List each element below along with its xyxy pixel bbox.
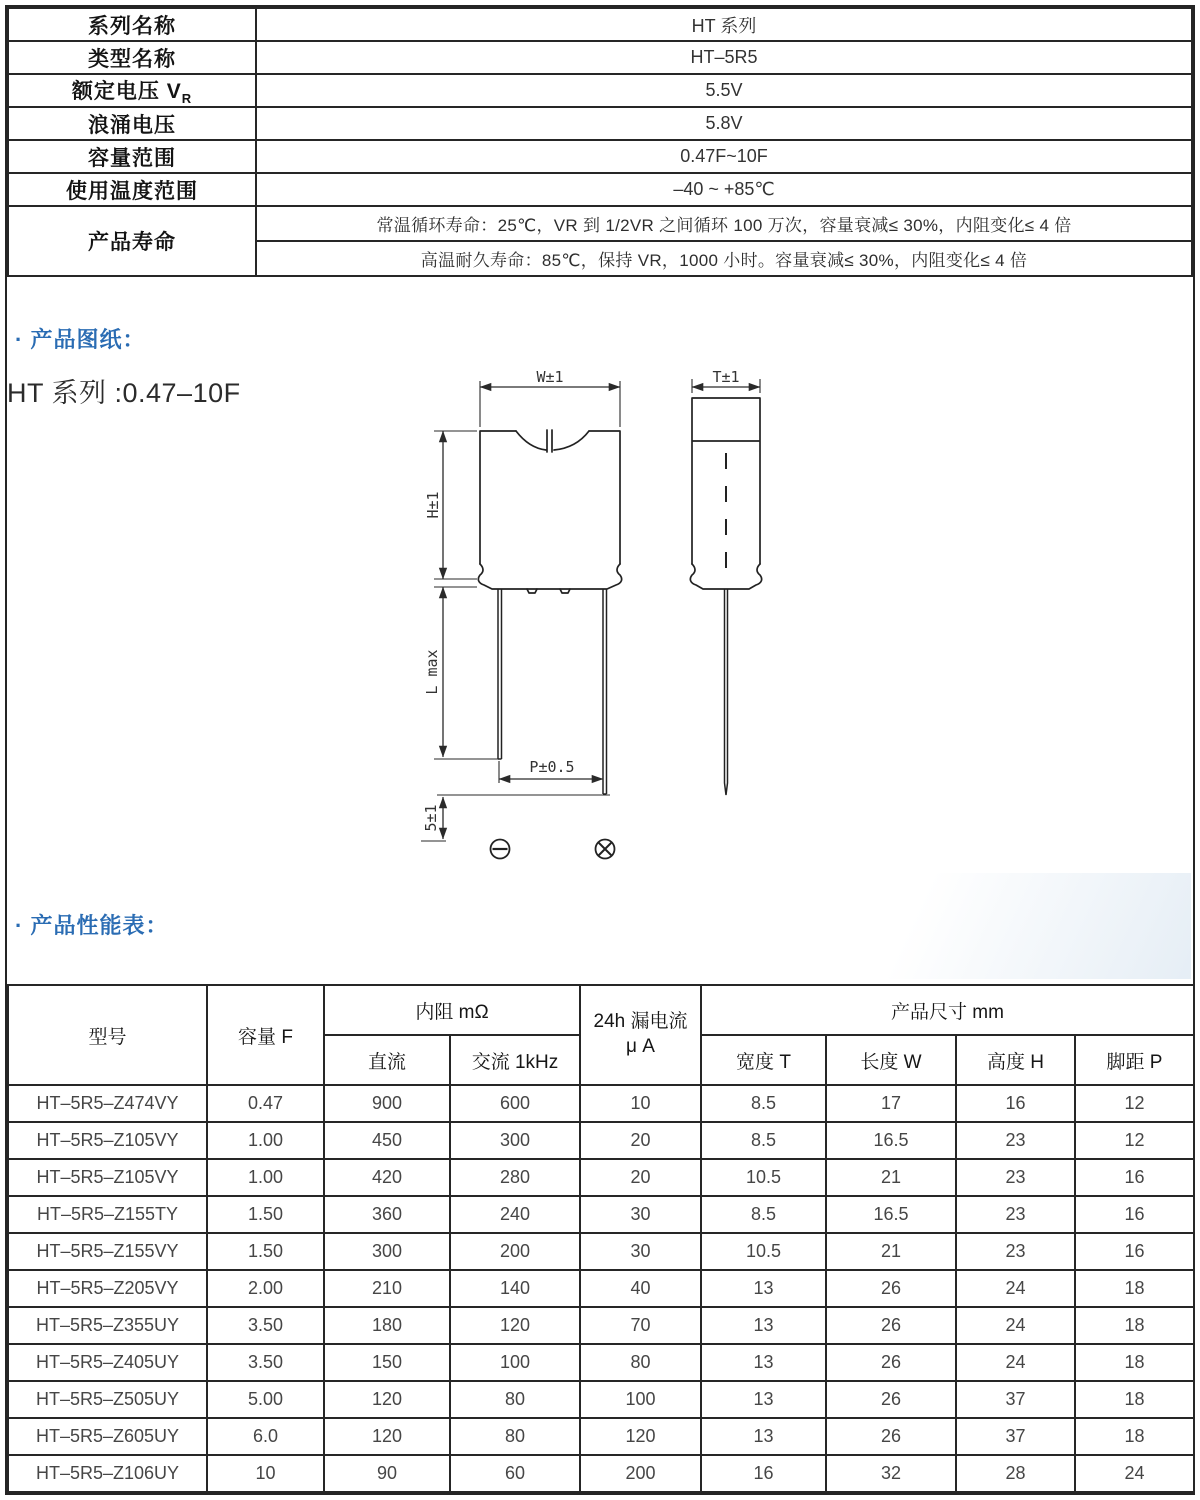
table-row bbox=[8, 74, 1192, 107]
table-cell: 8.5 bbox=[701, 1085, 826, 1122]
col-header-dim-w: 长度 W bbox=[826, 1035, 956, 1085]
table-cell: 360 bbox=[324, 1196, 450, 1233]
table-cell: 26 bbox=[826, 1344, 956, 1381]
front-view bbox=[421, 371, 622, 859]
performance-table bbox=[7, 984, 1195, 1493]
table-row bbox=[8, 173, 1192, 206]
model-cell: HT–5R5–Z155TY bbox=[8, 1196, 207, 1233]
side-lead bbox=[725, 589, 728, 795]
table-cell: 3.50 bbox=[207, 1307, 324, 1344]
table-cell: 30 bbox=[580, 1233, 701, 1270]
table-cell: 23 bbox=[956, 1233, 1075, 1270]
table-cell: 450 bbox=[324, 1122, 450, 1159]
front-crimp-bottom bbox=[478, 564, 621, 589]
positive-lead bbox=[603, 589, 607, 794]
table-row bbox=[8, 1418, 1194, 1455]
p-dimension-label: P±0.5 bbox=[529, 758, 575, 776]
table-cell: 5.00 bbox=[207, 1381, 324, 1418]
model-cell: HT–5R5–Z505UY bbox=[8, 1381, 207, 1418]
table-cell: 20 bbox=[580, 1122, 701, 1159]
table-cell: 420 bbox=[324, 1159, 450, 1196]
leakage-header-line1: 24h 漏电流 bbox=[593, 1011, 688, 1033]
table-cell: 10.5 bbox=[701, 1233, 826, 1270]
table-row bbox=[8, 1085, 1194, 1122]
table-cell: 3.50 bbox=[207, 1344, 324, 1381]
w-extension-lines bbox=[480, 381, 620, 427]
drawing-section-heading: · 产品图纸： bbox=[15, 327, 146, 352]
model-cell: HT–5R5–Z106UY bbox=[8, 1455, 207, 1492]
table-row bbox=[8, 41, 1192, 74]
table-cell: 300 bbox=[450, 1122, 580, 1159]
spec-value-lifetime-cycle: 常温循环寿命：25℃，VR 到 1/2VR 之间循环 100 万次，容量衰减≤ 30%，内阻变化≤ 4 倍 bbox=[256, 206, 1192, 241]
table-cell: 60 bbox=[450, 1455, 580, 1492]
side-body-outline bbox=[692, 398, 760, 564]
table-row bbox=[8, 1270, 1194, 1307]
table-cell: 240 bbox=[450, 1196, 580, 1233]
table-cell: 180 bbox=[324, 1307, 450, 1344]
spec-label-series: 系列名称 bbox=[8, 8, 256, 41]
spec-value-lifetime-endurance: 高温耐久寿命：85℃，保持 VR，1000 小时。容量衰减≤ 30%，内阻变化≤ 4 倍 bbox=[256, 241, 1192, 276]
col-header-esr-ac: 交流 1kHz bbox=[450, 1035, 580, 1085]
perf-table-body bbox=[8, 1085, 1194, 1492]
table-cell: 1.50 bbox=[207, 1196, 324, 1233]
table-cell: 80 bbox=[450, 1418, 580, 1455]
table-cell: 18 bbox=[1075, 1307, 1194, 1344]
table-cell: 18 bbox=[1075, 1344, 1194, 1381]
performance-section bbox=[7, 905, 1193, 1493]
datasheet-page bbox=[5, 5, 1195, 1495]
table-cell: 18 bbox=[1075, 1381, 1194, 1418]
table-row bbox=[8, 1344, 1194, 1381]
table-cell: 1.00 bbox=[207, 1159, 324, 1196]
spec-label-lifetime: 产品寿命 bbox=[8, 206, 256, 276]
table-row bbox=[8, 206, 1192, 241]
spec-value-surge-voltage: 5.8V bbox=[256, 107, 1192, 140]
safety-vent-notch bbox=[516, 430, 589, 452]
table-cell: 17 bbox=[826, 1085, 956, 1122]
model-cell: HT–5R5–Z405UY bbox=[8, 1344, 207, 1381]
table-cell: 100 bbox=[580, 1381, 701, 1418]
table-cell: 1.00 bbox=[207, 1122, 324, 1159]
table-cell: 1.50 bbox=[207, 1233, 324, 1270]
table-cell: 10 bbox=[207, 1455, 324, 1492]
table-cell: 20 bbox=[580, 1159, 701, 1196]
col-header-dim-h: 高度 H bbox=[956, 1035, 1075, 1085]
table-cell: 280 bbox=[450, 1159, 580, 1196]
side-view bbox=[690, 371, 761, 795]
table-cell: 140 bbox=[450, 1270, 580, 1307]
table-cell: 120 bbox=[580, 1418, 701, 1455]
model-cell: HT–5R5–Z355UY bbox=[8, 1307, 207, 1344]
model-cell: HT–5R5–Z105VY bbox=[8, 1159, 207, 1196]
spec-value-series: HT 系列 bbox=[256, 8, 1192, 41]
spec-label-type: 类型名称 bbox=[8, 41, 256, 74]
spec-value-capacitance-range: 0.47F~10F bbox=[256, 140, 1192, 173]
table-cell: 90 bbox=[324, 1455, 450, 1492]
product-drawing-section bbox=[7, 295, 1193, 907]
table-cell: 21 bbox=[826, 1233, 956, 1270]
table-header-row bbox=[8, 985, 1194, 1035]
table-cell: 16 bbox=[1075, 1159, 1194, 1196]
col-header-leakage bbox=[580, 985, 701, 1085]
table-cell: 70 bbox=[580, 1307, 701, 1344]
table-cell: 8.5 bbox=[701, 1196, 826, 1233]
table-cell: 28 bbox=[956, 1455, 1075, 1492]
drawing-caption: HT 系列 :0.47–10F bbox=[7, 378, 241, 408]
table-row bbox=[8, 8, 1192, 41]
model-cell: HT–5R5–Z205VY bbox=[8, 1270, 207, 1307]
table-cell: 23 bbox=[956, 1159, 1075, 1196]
table-cell: 210 bbox=[324, 1270, 450, 1307]
positive-terminal-symbol bbox=[596, 840, 615, 859]
col-header-model: 型号 bbox=[8, 985, 207, 1085]
table-cell: 40 bbox=[580, 1270, 701, 1307]
model-cell: HT–5R5–Z155VY bbox=[8, 1233, 207, 1270]
table-cell: 200 bbox=[450, 1233, 580, 1270]
table-cell: 12 bbox=[1075, 1122, 1194, 1159]
table-cell: 900 bbox=[324, 1085, 450, 1122]
table-cell: 16 bbox=[701, 1455, 826, 1492]
table-cell: 200 bbox=[580, 1455, 701, 1492]
table-cell: 13 bbox=[701, 1307, 826, 1344]
table-cell: 0.47 bbox=[207, 1085, 324, 1122]
table-cell: 23 bbox=[956, 1196, 1075, 1233]
spec-value-type: HT–5R5 bbox=[256, 41, 1192, 74]
spec-label-text: 额定电压 V bbox=[71, 80, 182, 103]
spec-table bbox=[7, 7, 1193, 277]
spec-label-rated-voltage bbox=[8, 74, 256, 107]
table-cell: 32 bbox=[826, 1455, 956, 1492]
table-cell: 16 bbox=[956, 1085, 1075, 1122]
table-cell: 100 bbox=[450, 1344, 580, 1381]
table-cell: 16 bbox=[1075, 1196, 1194, 1233]
table-cell: 600 bbox=[450, 1085, 580, 1122]
table-cell: 80 bbox=[450, 1381, 580, 1418]
model-cell: HT–5R5–Z474VY bbox=[8, 1085, 207, 1122]
table-cell: 8.5 bbox=[701, 1122, 826, 1159]
table-row bbox=[8, 1455, 1194, 1492]
negative-terminal-symbol bbox=[491, 840, 510, 859]
table-cell: 26 bbox=[826, 1381, 956, 1418]
table-cell: 18 bbox=[1075, 1270, 1194, 1307]
col-header-esr-group: 内阻 mΩ bbox=[324, 985, 580, 1035]
spec-label-capacitance-range: 容量范围 bbox=[8, 140, 256, 173]
table-row bbox=[8, 1381, 1194, 1418]
col-header-dim-t: 宽度 T bbox=[701, 1035, 826, 1085]
table-cell: 13 bbox=[701, 1418, 826, 1455]
table-cell: 26 bbox=[826, 1418, 956, 1455]
table-row bbox=[8, 1196, 1194, 1233]
table-cell: 16.5 bbox=[826, 1196, 956, 1233]
negative-lead bbox=[498, 589, 502, 759]
w-dimension-label: W±1 bbox=[536, 371, 564, 386]
standoff-dimension-label: 5±1 bbox=[422, 804, 440, 832]
table-cell: 2.00 bbox=[207, 1270, 324, 1307]
table-cell: 150 bbox=[324, 1344, 450, 1381]
table-cell: 12 bbox=[1075, 1085, 1194, 1122]
table-cell: 24 bbox=[956, 1344, 1075, 1381]
table-cell: 10.5 bbox=[701, 1159, 826, 1196]
l-dimension-label: L max bbox=[423, 649, 441, 695]
table-cell: 13 bbox=[701, 1381, 826, 1418]
table-cell: 120 bbox=[324, 1418, 450, 1455]
t-dimension-label: T±1 bbox=[712, 371, 740, 386]
table-cell: 30 bbox=[580, 1196, 701, 1233]
table-cell: 120 bbox=[450, 1307, 580, 1344]
performance-section-heading: · 产品性能表： bbox=[15, 913, 169, 938]
model-cell: HT–5R5–Z605UY bbox=[8, 1418, 207, 1455]
capacitor-dimension-drawing bbox=[417, 371, 802, 876]
spec-value-rated-voltage: 5.5V bbox=[256, 74, 1192, 107]
spec-value-temp-range: –40 ~ +85℃ bbox=[256, 173, 1192, 206]
table-cell: 21 bbox=[826, 1159, 956, 1196]
table-row bbox=[8, 140, 1192, 173]
table-cell: 6.0 bbox=[207, 1418, 324, 1455]
table-cell: 24 bbox=[1075, 1455, 1194, 1492]
table-cell: 37 bbox=[956, 1418, 1075, 1455]
spec-label-temp-range: 使用温度范围 bbox=[8, 173, 256, 206]
table-cell: 80 bbox=[580, 1344, 701, 1381]
col-header-esr-dc: 直流 bbox=[324, 1035, 450, 1085]
table-row bbox=[8, 1122, 1194, 1159]
table-cell: 26 bbox=[826, 1270, 956, 1307]
table-row bbox=[8, 107, 1192, 140]
table-row bbox=[8, 1307, 1194, 1344]
voltage-subscript: R bbox=[181, 91, 193, 107]
table-cell: 16.5 bbox=[826, 1122, 956, 1159]
table-cell: 23 bbox=[956, 1122, 1075, 1159]
table-cell: 24 bbox=[956, 1270, 1075, 1307]
spec-label-surge-voltage: 浪涌电压 bbox=[8, 107, 256, 140]
table-row bbox=[8, 1159, 1194, 1196]
col-header-capacitance: 容量 F bbox=[207, 985, 324, 1085]
table-cell: 10 bbox=[580, 1085, 701, 1122]
h-dimension-label: H±1 bbox=[424, 491, 442, 519]
table-cell: 37 bbox=[956, 1381, 1075, 1418]
table-cell: 13 bbox=[701, 1270, 826, 1307]
front-body-outline bbox=[480, 431, 620, 564]
table-cell: 24 bbox=[956, 1307, 1075, 1344]
standoff-extension-lines bbox=[421, 795, 610, 841]
table-cell: 18 bbox=[1075, 1418, 1194, 1455]
table-cell: 120 bbox=[324, 1381, 450, 1418]
model-cell: HT–5R5–Z105VY bbox=[8, 1122, 207, 1159]
col-header-dimensions-group: 产品尺寸 mm bbox=[701, 985, 1194, 1035]
table-cell: 13 bbox=[701, 1344, 826, 1381]
col-header-dim-p: 脚距 P bbox=[1075, 1035, 1194, 1085]
table-cell: 26 bbox=[826, 1307, 956, 1344]
table-row bbox=[8, 1233, 1194, 1270]
leakage-header-line2: μ A bbox=[626, 1036, 655, 1057]
table-cell: 300 bbox=[324, 1233, 450, 1270]
table-cell: 16 bbox=[1075, 1233, 1194, 1270]
